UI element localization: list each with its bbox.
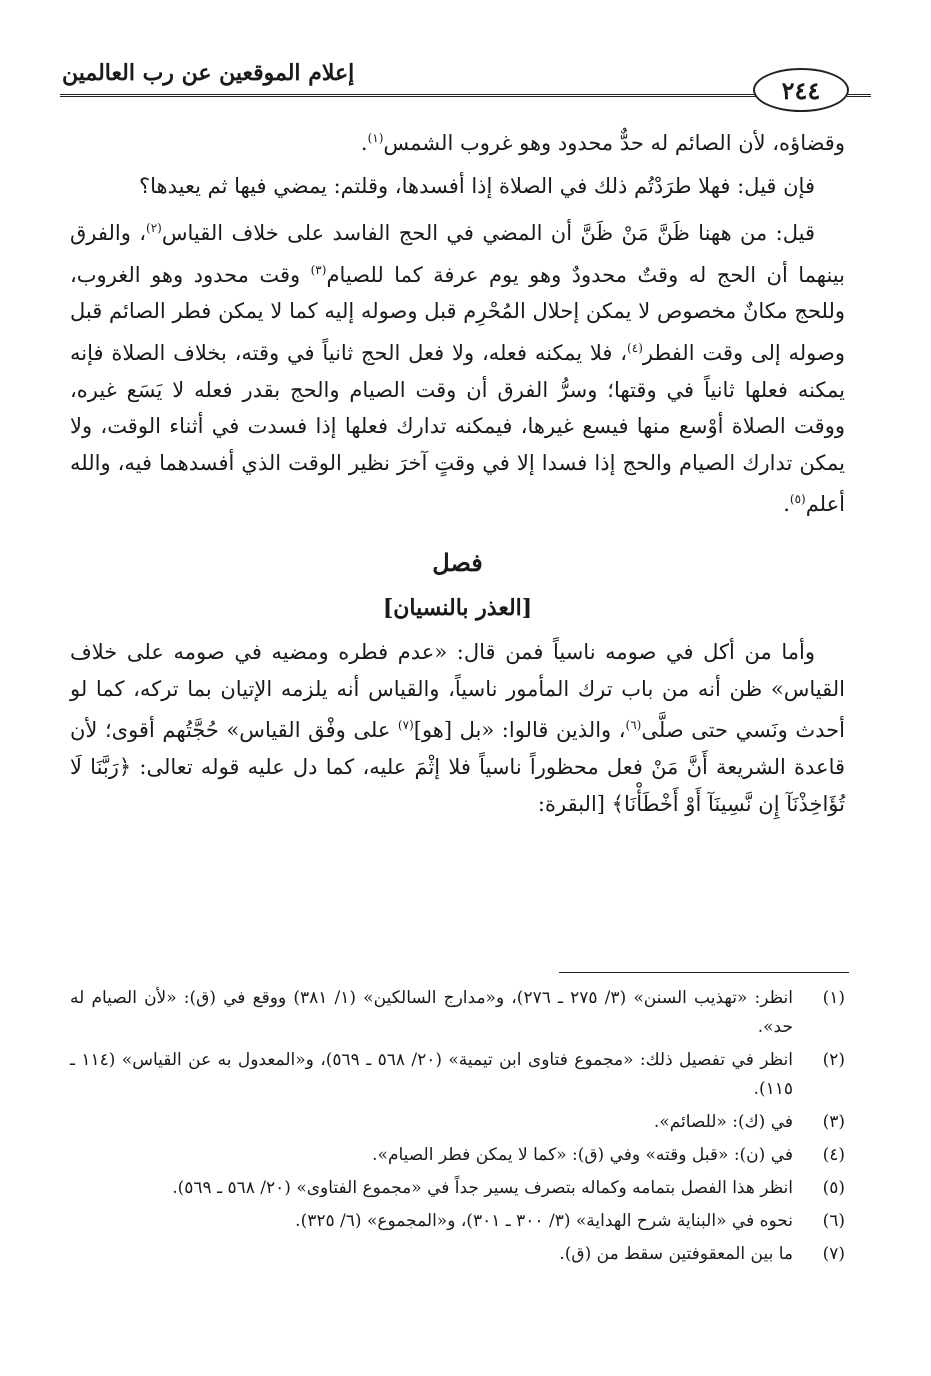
footnote-5: (٥) انظر هذا الفصل بتمامه وكماله بتصرف يسير جداً في «مجموع الفتاوى» (٢٠/ ٥٦٨ ـ ٥٦٩). [172,1178,845,1198]
running-header-title: إعلام الموقعين عن رب العالمين [62,60,355,86]
footnote-ref-6: (٦) [625,718,642,733]
footnote-ref-4: (٤) [627,340,643,355]
main-text [70,120,845,828]
footnote-4: (٤) في (ن): «قبل وقته» وفي (ق): «كما لا يمكن فطر الصيام». [372,1145,845,1165]
page-number: ٢٤٤ [753,68,849,112]
footnote-2: (٢) انظر في تفصيل ذلك: «مجموع فتاوى ابن تيمية» (٢٠/ ٥٦٨ ـ ٥٦٩)، و«المعدول به عن القياس» (١١٤ ـ ١١٥). [70,1050,845,1099]
footnote-6: (٦) نحوه في «البناية شرح الهداية» (٣/ ٣٠٠ ـ ٣٠١)، و«المجموع» (٦/ ٣٢٥). [295,1211,845,1231]
footnote-1: (١) انظر: «تهذيب السنن» (٣/ ٢٧٥ ـ ٢٧٦)، و«مدارج السالكين» (١/ ٣٨١) ووقع في (ق): «لأن الصيام له حد». [70,988,845,1037]
footnote-7: (٧) ما بين المعقوفتين سقط من (ق). [559,1244,845,1264]
footnote-3: (٣) في (ك): «للصائم». [653,1112,845,1132]
paragraph-4: وأما من أكل في صومه ناسياً فمن قال: «عدم فطره ومضيه في صومه على خلاف القياس» ظن أنه من باب ترك المأمور ناسياً، والقياس أنه يلزمه الإتيان بما تركه، كما لو أحدث ونَسي حتى صلَّى$^{(٦)}$، والذين قالوا: «بل [هو]$^{(٧)}$ على وفْق القياس» حُجَّتُهم أقوى؛ لأن قاعدة الشريعة أَنَّ مَنْ فعل محظوراً ناسياً فلا إثْمَ عليه، كما دل عليه قوله تعالى: ﴿رَبَّنَا لَا تُؤَاخِذْنَآ إِن نَّسِينَآ أَوْ أَخْطَأْنَا﴾ [البقرة: [70,640,845,816]
paragraph-3: قيل: من ههنا ظَنَّ مَنْ ظَنَّ أن المضي في الحج الفاسد على خلاف القياس$^{(٢)}$، والفرق بينهما أن الحج له وقتٌ محدودٌ وهو يوم عرفة كما للصيام$^{(٣)}$ وقت محدود وهو الغروب، وللحج مكانٌ مخصوص لا يمكن إحلال المُحْرِم قبل وصوله إليه كما لا يمكن فطر الصائم قبل وصوله إلى وقت الفطر$^{(٤)}$، فلا يمكنه فعله، ولا فعل الحج ثانياً في وقته، بخلاف الصلاة فإنه يمكنه فعلها ثانياً في وقتها؛ وسرُّ الفرق أن وقت الصيام والحج بقدر فعله لا يَسَع غيره، ووقت الصلاة أوْسع منها فيسع غيرها، فيمكنه تدارك فعلها إذا فسدت في أثناء الوقت، ولا يمكن تدارك الصيام والحج إذا فسدا إلا في وقتٍ آخرَ نظير الوقت الذي أفسدهما فيه، والله أعلم$^{(٥)}$. [70,221,845,517]
footnote-ref-2: (٢) [146,221,162,236]
header-rule [60,94,791,97]
section-subheading: [العذر بالنسيان] [382,594,533,621]
footnote-ref-3: (٣) [310,262,327,277]
footnote-ref-1: (١) [367,131,384,145]
footnote-ref-5: (٥) [789,492,806,507]
paragraph-2: فإن قيل: فهلا طرَدْتُم ذلك في الصلاة إذا أفسدها، وقلتم: يمضي فيها ثم يعيدها؟ [138,173,815,198]
section-heading: فصل [432,547,483,577]
footnotes [70,984,845,1273]
footnote-ref-7: (٧) [397,718,414,733]
paragraph-1: وقضاؤه، لأن الصائم له حدٌّ محدود وهو غروب الشمس$^{(١)}$. [360,131,845,155]
footnote-separator [559,972,849,973]
header-rule-right [847,94,871,97]
